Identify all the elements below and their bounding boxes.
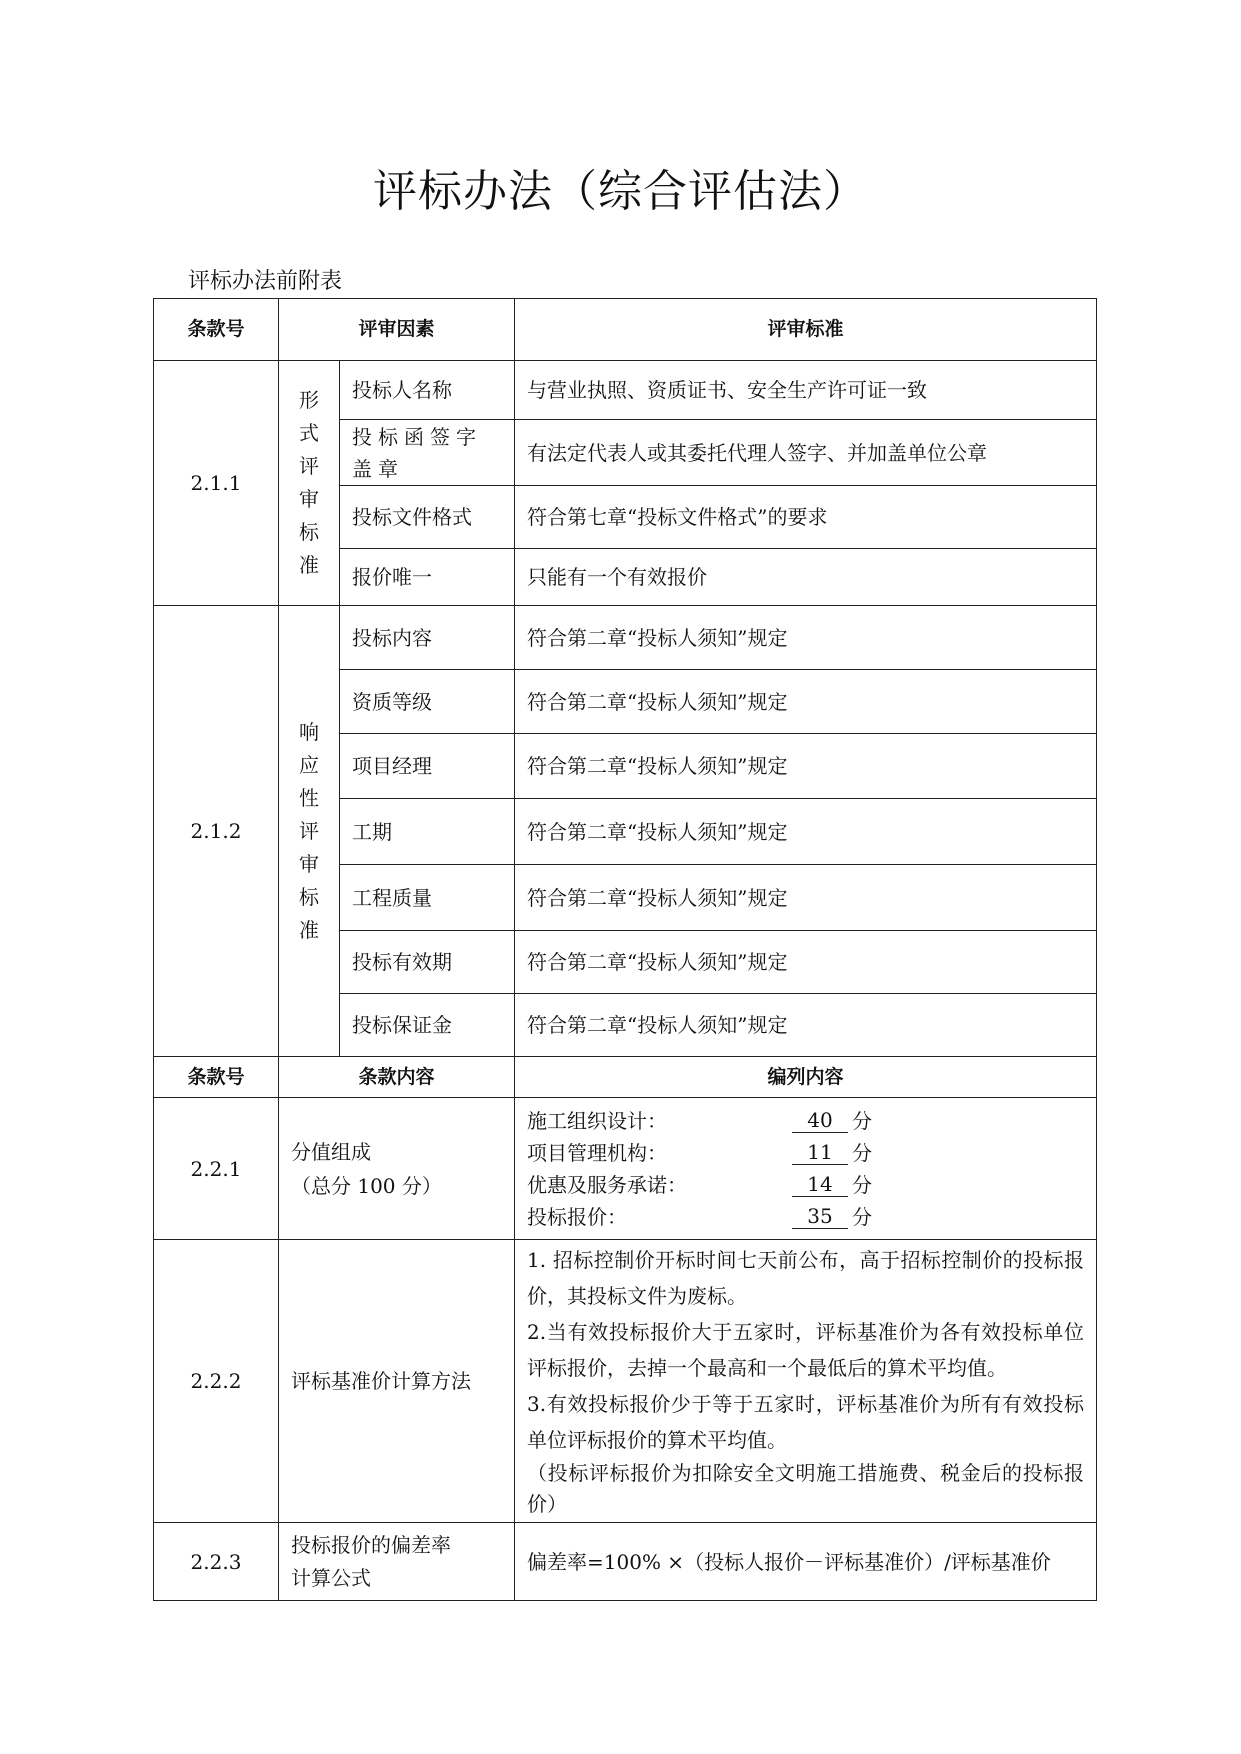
review-factor: 工期 <box>340 799 515 865</box>
table-header-row <box>154 299 1097 361</box>
table-caption: 评标办法前附表 <box>188 269 343 294</box>
score-label: 项目管理机构： <box>527 1140 668 1165</box>
score-item <box>527 1137 1084 1169</box>
score-unit: 分 <box>852 1140 873 1165</box>
header-clause-content: 条款内容 <box>279 1057 515 1098</box>
score-value: 35 <box>792 1204 848 1229</box>
review-standard: 符合第二章“投标人须知”规定 <box>515 931 1097 994</box>
review-factor: 投标保证金 <box>340 994 515 1057</box>
score-unit: 分 <box>852 1172 873 1197</box>
category-char: 响 <box>299 719 319 744</box>
score-composition <box>515 1098 1097 1240</box>
clause-content-line: 分值组成 <box>291 1139 371 1164</box>
review-factor: 投标有效期 <box>340 931 515 994</box>
method-paragraph: 1. 招标控制价开标时间七天前公布，高于招标控制价的投标报价，其投标文件为废标。 <box>527 1248 1085 1308</box>
clause-number: 2.1.2 <box>154 606 279 1057</box>
score-item <box>527 1169 1084 1201</box>
review-factor: 报价唯一 <box>340 549 515 606</box>
category-char: 式 <box>299 421 319 445</box>
method-paragraph: 3.有效投标报价少于等于五家时，评标基准价为所有有效投标单位评标报价的算术平均值。 <box>527 1392 1085 1452</box>
clause-number: 2.2.1 <box>154 1098 279 1240</box>
score-label: 投标报价： <box>527 1204 628 1229</box>
review-factor: 投标函签字盖章 <box>340 420 515 486</box>
category-char: 审 <box>299 851 319 876</box>
header-clause-no: 条款号 <box>154 299 279 361</box>
clause-number: 2.2.3 <box>154 1523 279 1601</box>
review-factor: 投标内容 <box>340 606 515 670</box>
review-factor: 投标人名称 <box>340 361 515 420</box>
category-char: 标 <box>299 520 319 544</box>
table-row <box>154 1523 1097 1601</box>
clause-number: 2.2.2 <box>154 1240 279 1523</box>
calculation-method <box>515 1240 1097 1523</box>
deviation-formula: 偏差率=100% ×（投标人报价－评标基准价）/评标基准价 <box>515 1523 1097 1601</box>
clause-content-line: （总分 100 分） <box>291 1173 442 1198</box>
score-item <box>527 1201 1084 1233</box>
review-factor: 工程质量 <box>340 865 515 931</box>
table-row <box>154 1098 1097 1240</box>
header-clause-no: 条款号 <box>154 1057 279 1098</box>
clause-content-line: 计算公式 <box>291 1565 371 1590</box>
review-standard: 符合第二章“投标人须知”规定 <box>515 994 1097 1057</box>
review-factor: 资质等级 <box>340 670 515 734</box>
table-header-row <box>154 1057 1097 1098</box>
category-char: 审 <box>299 487 319 511</box>
review-standard: 符合第二章“投标人须知”规定 <box>515 865 1097 931</box>
score-unit: 分 <box>852 1204 873 1229</box>
method-paragraph: 2.当有效投标报价大于五家时，评标基准价为各有效投标单位评标报价，去掉一个最高和一个最低后的算术平均值。 <box>527 1320 1085 1380</box>
review-standard: 符合第二章“投标人须知”规定 <box>515 670 1097 734</box>
review-standard: 只能有一个有效报价 <box>515 549 1097 606</box>
table-row <box>154 606 1097 670</box>
category-responsiveness-review <box>279 606 340 1057</box>
score-label: 施工组织设计： <box>527 1108 668 1133</box>
category-formal-review <box>279 361 340 606</box>
review-standard: 有法定代表人或其委托代理人签字、并加盖单位公章 <box>515 420 1097 486</box>
header-listed-content: 编列内容 <box>515 1057 1097 1098</box>
evaluation-table <box>153 298 1097 1601</box>
review-factor: 项目经理 <box>340 734 515 799</box>
category-char: 准 <box>299 917 319 942</box>
category-char: 性 <box>299 785 319 810</box>
category-char: 评 <box>299 818 319 843</box>
clause-content-line: 投标报价的偏差率 <box>291 1532 451 1557</box>
page-title: 评标办法（综合评估法） <box>373 166 868 217</box>
review-standard: 符合第二章“投标人须知”规定 <box>515 606 1097 670</box>
clause-content <box>279 1098 515 1240</box>
score-value: 40 <box>792 1108 848 1133</box>
review-standard: 符合第七章“投标文件格式”的要求 <box>515 486 1097 549</box>
category-char: 形 <box>299 388 319 412</box>
score-item <box>527 1105 1084 1137</box>
table-row <box>154 1240 1097 1523</box>
category-char: 标 <box>299 884 319 909</box>
score-unit: 分 <box>852 1108 873 1133</box>
method-note: （投标评标报价为扣除安全文明施工措施费、税金后的投标报价） <box>527 1461 1085 1516</box>
review-standard: 与营业执照、资质证书、安全生产许可证一致 <box>515 361 1097 420</box>
score-value: 14 <box>792 1172 848 1197</box>
table-row <box>154 361 1097 420</box>
clause-number: 2.1.1 <box>154 361 279 606</box>
header-review-standard: 评审标准 <box>515 299 1097 361</box>
clause-content: 评标基准价计算方法 <box>279 1240 515 1523</box>
clause-content <box>279 1523 515 1601</box>
review-factor: 投标文件格式 <box>340 486 515 549</box>
category-char: 准 <box>299 553 319 577</box>
category-char: 评 <box>299 454 319 478</box>
header-review-factor: 评审因素 <box>279 299 515 361</box>
review-standard: 符合第二章“投标人须知”规定 <box>515 799 1097 865</box>
score-value: 11 <box>792 1140 848 1165</box>
score-label: 优惠及服务承诺： <box>527 1172 688 1197</box>
review-standard: 符合第二章“投标人须知”规定 <box>515 734 1097 799</box>
category-char: 应 <box>299 752 319 777</box>
